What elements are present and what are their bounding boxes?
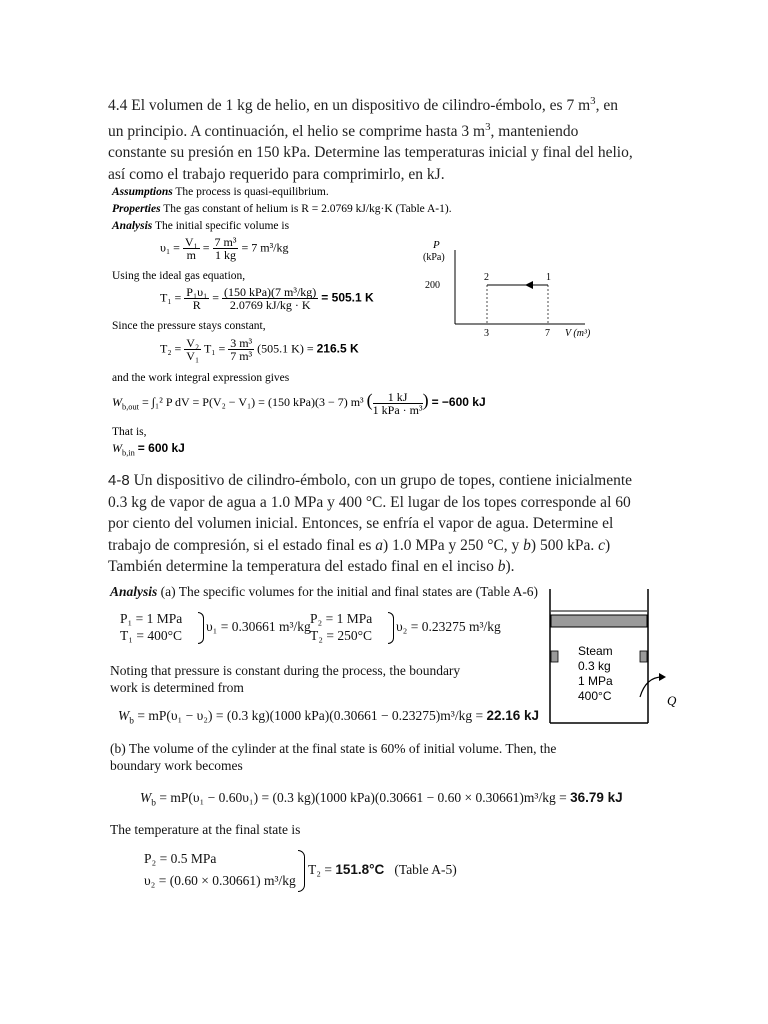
state-2-volume: υ₂ = 0.23275 m³/kg xyxy=(396,619,501,634)
pressure-constant-text: Since the pressure stays constant, xyxy=(112,320,266,332)
problem-4-8-line2: 0.3 kg de vapor de agua a 1.0 MPa y 400 °C. El lugar de los topes corresponde al 60 xyxy=(108,493,631,511)
solution-4-8: Analysis (a) The specific volumes for the initial and final states are (Table A-6) P₁ = 1 MPa T₁ = 400°C υ₁ = 0.30661 m³/kg P₂ = 1 MPa T₂ = 250°C υ₂ = 0.23275 m³/kg Noting that pressure is constant during the process, the boundary work is determined from $W_b = mP(\upsilon_1 - \upsilon_2) = (0.3$ kg)(1000 kPa)(0.30661 − 0.23275)m³/kg = 22.16 kJ (b) The volume of the cylinder at the final state is 60% of initial volume. Then, the boundary work becomes $W_b = mP(\upsilon_1 - 0.60\upsilon_1) = (0.3$ kg)(1000 kPa)(0.30661 − 0.60 × 0.30661)m³/kg = 36.79 kJ The temperature at the final state is P₂ = 0.5 MPa υ₂ = (0.60 × 0.30661) m³/kg T₂ = 151.8°C (Table A-5) xyxy=(110,584,630,894)
properties-label: Properties xyxy=(112,203,161,215)
equation-v1: υ₁ = $\frac{\text{V₁}}{m}$ = $\frac{\text{7 m³}}{1 kg}$ = 7 m³/kg xyxy=(160,235,289,262)
heat-arrow xyxy=(640,677,662,697)
work-text: and the work integral expression gives xyxy=(112,372,290,384)
problem-4-8-line5: También determine la temperatura del estado final en el inciso b). xyxy=(108,558,515,575)
noting-text: Noting that pressure is constant during the process, the boundary work is determined from xyxy=(110,663,461,695)
pv-y-label: P xyxy=(433,239,440,251)
pv-x-tick-7: 7 xyxy=(545,328,550,339)
pv-x-label: V (m³) xyxy=(565,328,591,339)
pv-direction-arrow xyxy=(525,281,533,289)
problem-number: 4.4 xyxy=(108,97,128,115)
pv-point-2: 2 xyxy=(484,272,489,283)
heat-label: Q xyxy=(667,693,677,708)
problem-4-4-statement xyxy=(108,91,668,185)
pv-x-tick-3: 3 xyxy=(484,328,489,339)
t1-result: = 505.1 K xyxy=(321,290,374,305)
ideal-gas-text: Using the ideal gas equation, xyxy=(112,270,246,282)
temperature-text: The temperature at the final state is xyxy=(110,822,301,837)
analysis-label: Analysis xyxy=(112,220,153,232)
problem-4-8-statement xyxy=(108,470,678,578)
equation-wb-b: $W_b = mP(\upsilon_1 - 0.60\upsilon_1) = (0.3$ kg)(1000 kPa)(0.30661 − 0.60 × 0.30661)m³/kg = 36.79 kJ xyxy=(140,790,623,809)
mass-label: 0.3 kg xyxy=(578,659,611,673)
temperature-label: 400°C xyxy=(578,689,612,703)
wb-b-result: 36.79 kJ xyxy=(570,790,623,805)
analysis-label: Analysis xyxy=(110,584,158,599)
problem-4-8-line1: 4-8 Un dispositivo de cilindro-émbolo, con un grupo de topes, contiene inicialmente xyxy=(108,472,633,489)
final-temperature: T₂ = 151.8°C (Table A-5) xyxy=(308,862,457,877)
state-1-block: P₁ = 1 MPa T₁ = 400°C xyxy=(120,611,183,643)
equation-work-out: $W_{b,out} = \int_1^2$ P dV = P(V₂ − V₁) = (150 kPa)(3 − 7) m³ ( $\frac{1 kJ}{\text{1 kPa · m³}}$ ) = −600 kJ xyxy=(112,389,486,417)
state-1-volume: υ₁ = 0.30661 m³/kg xyxy=(206,619,311,634)
equation-wb-a: $W_b = mP(\upsilon_1 - \upsilon_2) = (0.3$ kg)(1000 kPa)(0.30661 − 0.23275)m³/kg = 22.16 kJ xyxy=(118,708,540,727)
problem-4-8-line3: por ciento del volumen inicial. Entonces, se enfría el vapor de agua. Determine el xyxy=(108,515,614,532)
equation-t2: T₂ = $\frac{\text{V₂}}{\text{V₁}}$ T₁ = $\frac{\text{3 m³}}{\text{7 m³}}$ (505.1 K) = 216.5 K xyxy=(160,336,359,363)
problem-4-4-line3: constante su presión en 150 kPa. Determine las temperaturas inicial y final del helio, xyxy=(108,144,633,162)
state-2-block: P₂ = 1 MPa T₂ = 250°C xyxy=(310,611,373,643)
problem-4-8-line4: trabajo de compresión, si el estado final es a) 1.0 MPa y 250 °C, y b) 500 kPa. c) xyxy=(108,536,611,554)
that-is-text: That is, xyxy=(112,426,147,438)
steam-label: Steam xyxy=(578,644,613,658)
pv-y-unit: (kPa) xyxy=(423,252,445,263)
equation-t1: T₁ = $\frac{\text{P₁υ₁}}{R}$ = $\frac{\text{(150 kPa)(7 m³/kg)}}{2.0769 kJ/kg \cdot K}$ = 505.1 K xyxy=(160,285,374,312)
assumptions-label: Assumptions xyxy=(112,186,173,198)
pv-diagram xyxy=(415,236,615,346)
equation-work-in: $W_{b,in} = 600$ kJ xyxy=(112,441,185,458)
stop-right xyxy=(640,651,647,662)
piston xyxy=(551,615,647,627)
t2-result: 216.5 K xyxy=(316,341,359,356)
stop-left xyxy=(551,651,558,662)
part-b-text: (b) The volume of the cylinder at the final state is 60% of initial volume. Then, the boundary work becomes xyxy=(110,741,557,773)
problem-4-4-line1: 4.4 El volumen de 1 kg de helio, en un dispositivo de cilindro-émbolo, es 7 $m^3$, en xyxy=(108,95,618,115)
pv-y-tick-200: 200 xyxy=(425,280,440,291)
state-final-block: P₂ = 0.5 MPa υ₂ = (0.60 × 0.30661) m³/kg xyxy=(144,851,296,888)
wb-a-result: 22.16 kJ xyxy=(486,708,540,723)
piston-cylinder-diagram xyxy=(540,585,680,735)
pressure-label: 1 MPa xyxy=(578,674,613,688)
pv-point-1: 1 xyxy=(546,272,551,283)
problem-4-4-line2: un principio. A continuación, el helio se comprime hasta 3 $m^3$, manteniendo xyxy=(108,120,579,140)
problem-number: 4-8 xyxy=(108,472,130,489)
problem-4-4-line4: así como el trabajo requerido para comprimirlo, en kJ. xyxy=(108,165,445,183)
